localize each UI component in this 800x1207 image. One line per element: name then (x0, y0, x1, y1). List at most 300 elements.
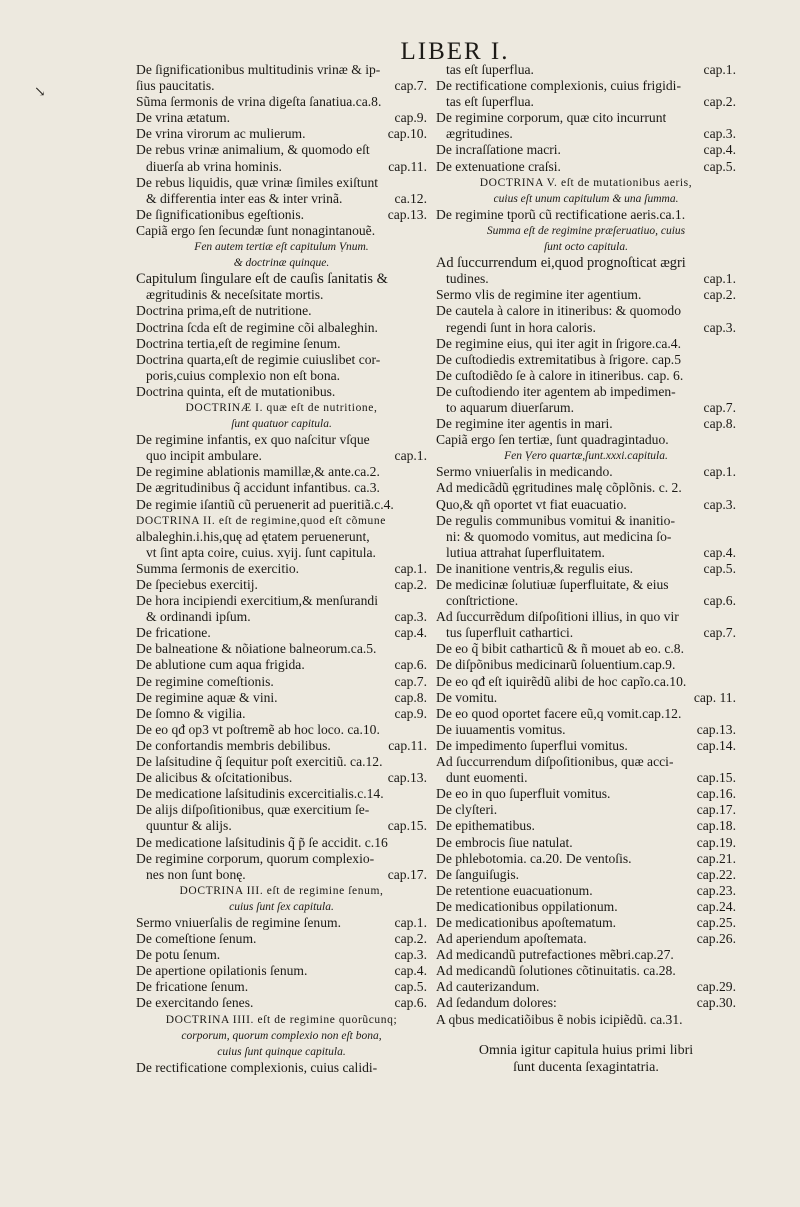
entry-text: De vrina ætatum. (136, 110, 231, 126)
entry-text: De iuuamentis vomitus. (436, 721, 566, 737)
index-entry (136, 802, 427, 818)
index-entry (136, 239, 427, 255)
index-entry (136, 400, 427, 416)
index-entry (136, 835, 427, 851)
index-entry (436, 464, 736, 480)
entry-text: De vrina virorum ac mulierum. (136, 126, 306, 142)
entry-text: De medicinæ ſolutiuæ ſuperfluitate, & eius (436, 577, 669, 592)
index-entry (136, 674, 427, 690)
entry-text: DOCTRINA II. eſt de regimine,quod eſt cõmune (136, 514, 386, 527)
index-entry (436, 529, 736, 545)
chapter-ref: cap.3. (703, 126, 736, 142)
entry-text: Fen autem tertiæ eſt capitulum Ṿnum. (194, 241, 369, 254)
entry-text: Ad medicandũ putrefactiones mẽbri.cap.27. (436, 947, 674, 963)
index-entry (436, 416, 736, 432)
entry-text: poris,cuius complexio non eſt bona. (146, 367, 341, 383)
chapter-ref: cap.7. (703, 625, 736, 641)
index-entry (436, 802, 736, 818)
entry-text: ſunt quatuor capitula. (231, 418, 332, 431)
index-entry (436, 239, 736, 255)
entry-text: De impedimento ſuperflui vomitus. (436, 737, 628, 753)
entry-text: De ablutione cum aqua frigida. (136, 657, 305, 673)
index-entry (136, 1060, 427, 1076)
index-entry (436, 191, 736, 207)
index-entry (436, 818, 736, 834)
index-entry (136, 1012, 427, 1028)
entry-text: De medicationibus apoſtematum. (436, 914, 617, 930)
chapter-ref: ca.12. (394, 190, 427, 206)
index-entry (436, 94, 736, 110)
chapter-ref: cap.4. (394, 963, 427, 979)
index-entry (436, 593, 736, 609)
chapter-ref: cap.15. (696, 770, 736, 786)
entry-text: albaleghin.i.his,quę ad ętatem peruenerunt, (136, 528, 370, 544)
index-entry (136, 480, 427, 496)
entry-text: Sũma ſermonis de vrina digeſta ſanatiua.ca.8. (136, 94, 382, 110)
chapter-ref: cap.1. (703, 464, 736, 480)
entry-text: De medicatione laſsitudinis excercitialis.c.14. (136, 786, 384, 802)
entry-text: De extenuatione craſsi. (436, 158, 561, 174)
entry-text: quo incipit ambulare. (146, 448, 262, 464)
chapter-ref: cap.1. (394, 448, 427, 464)
entry-text: ſius paucitatis. (136, 78, 215, 94)
chapter-ref: cap.1. (394, 560, 427, 576)
index-entry (136, 126, 427, 142)
entry-text: Ad medicandũ ſolutiones cõtinuitatis. ca.28. (436, 963, 676, 979)
index-entry (436, 899, 736, 915)
index-entry (136, 851, 427, 867)
entry-text: DOCTRINÆ I. quæ eſt de nutritione, (185, 401, 378, 414)
index-entry (436, 255, 736, 271)
index-entry (136, 577, 427, 593)
chapter-ref: cap.2. (394, 577, 427, 592)
entry-text: De comeſtione ſenum. (136, 931, 257, 947)
entry-text: De ſomno & vigilia. (136, 705, 246, 721)
entry-text: De inanitione ventris,& regulis eius. (436, 560, 634, 576)
closing-note (436, 1042, 736, 1076)
index-entry (436, 384, 736, 400)
chapter-ref: cap.16. (696, 786, 736, 802)
index-entry (436, 625, 736, 641)
chapter-ref: cap.7. (703, 399, 736, 415)
chapter-ref: cap.3. (703, 496, 736, 512)
chapter-ref: cap.9. (394, 705, 427, 721)
entry-text: Capiã ergo ſen ſecundæ ſunt nonagintanouẽ. (136, 222, 376, 238)
chapter-ref: cap.4. (703, 142, 736, 158)
chapter-ref: cap.21. (696, 850, 736, 866)
index-entry (136, 995, 427, 1011)
entry-text: De balneatione & nõiatione balneorum.ca.5. (136, 641, 377, 657)
index-entry (436, 142, 736, 158)
entry-text: De regimine comeſtionis. (136, 673, 274, 689)
index-entry (436, 947, 736, 963)
index-entry (436, 867, 736, 883)
chapter-ref: cap.15. (387, 818, 427, 834)
index-entry (136, 690, 427, 706)
index-entry (436, 609, 736, 625)
entry-text: Doctrina ſcda eſt de regimine cõi albaleghin. (136, 319, 378, 335)
index-entry (136, 271, 427, 287)
index-entry (436, 78, 736, 94)
index-entry (436, 738, 736, 754)
entry-text: Ad ſuccurrendum diſpoſitionibus, quæ acci- (436, 754, 674, 770)
index-entry (436, 513, 736, 529)
index-entry (136, 625, 427, 641)
index-entry (436, 175, 736, 191)
chapter-ref: cap.24. (696, 898, 736, 914)
entry-text: De regimine infantis, ex quo naſcitur vſque (136, 432, 370, 448)
index-entry (436, 62, 736, 78)
index-entry (136, 303, 427, 319)
chapter-ref: cap.22. (696, 866, 736, 882)
entry-text: tas eſt ſuperflua. (446, 62, 534, 77)
index-entry (436, 786, 736, 802)
index-entry (136, 593, 427, 609)
chapter-ref: cap.2. (703, 94, 736, 110)
entry-text: cuius ſunt quinque capitula. (217, 1045, 346, 1058)
index-entry (136, 110, 427, 126)
index-entry (436, 561, 736, 577)
entry-text: Quo,& qñ oportet vt fiat euacuatio. (436, 496, 627, 512)
entry-text: De diſpõnibus medicinarũ ſoluentium.cap.9. (436, 657, 676, 673)
index-entry (436, 320, 736, 336)
chapter-ref: cap.13. (387, 206, 427, 222)
index-entry (436, 641, 736, 657)
chapter-ref: cap.7. (394, 673, 427, 689)
right-column (436, 62, 736, 1076)
chapter-ref: cap.4. (394, 625, 427, 641)
entry-text: De alicibus & oſcitationibus. (136, 770, 293, 786)
entry-text: De fricatione. (136, 625, 211, 641)
index-entry (136, 336, 427, 352)
index-entry (136, 786, 427, 802)
index-entry (136, 722, 427, 738)
chapter-ref: cap.11. (388, 158, 427, 174)
index-entry (436, 368, 736, 384)
index-entry (136, 464, 427, 480)
entry-text: De vomitu. (436, 689, 498, 705)
chapter-ref: cap.2. (703, 287, 736, 303)
chapter-ref: cap.3. (394, 947, 427, 963)
chapter-ref: cap.8. (394, 689, 427, 705)
entry-text: De medicationibus oppilationum. (436, 898, 618, 914)
index-entry (436, 303, 736, 319)
entry-text: De cuſtodiẽdo ſe à calore in itineribus. cap. 6. (436, 367, 684, 383)
index-entry (436, 207, 736, 223)
entry-text: Doctrina tertia,eſt de regimine ſenum. (136, 335, 341, 351)
index-entry (136, 175, 427, 191)
entry-text: tas eſt ſuperflua. (446, 94, 534, 110)
index-entry (436, 754, 736, 770)
chapter-ref: cap.5. (703, 560, 736, 576)
entry-text: De exercitando ſenes. (136, 995, 254, 1011)
index-entry (436, 400, 736, 416)
entry-text: De regimie iſantiũ cũ peruenerit ad pueritiã.c.4. (136, 496, 394, 512)
chapter-ref: cap.26. (696, 931, 736, 947)
index-entry (136, 883, 427, 899)
right-column-entries (436, 62, 736, 1028)
entry-text: De regimine iter agentis in mari. (436, 416, 613, 432)
entry-text: tudines. (446, 271, 489, 287)
chapter-ref: cap.17. (387, 866, 427, 882)
entry-text: ægritudinis & neceſsitate mortis. (146, 287, 324, 303)
entry-text: Sermo vniuerſalis de regimine ſenum. (136, 914, 341, 930)
index-entry (436, 448, 736, 464)
entry-text: tus ſuperfluit cathartici. (446, 625, 574, 641)
entry-text: Ad ſuccurrẽdum diſpoſitioni illius, in quo vir (436, 609, 679, 625)
entry-text: Sermo vniuerſalis in medicando. (436, 464, 613, 480)
entry-text: diuerſa ab vrina hominis. (146, 158, 282, 174)
entry-text: De laſsitudine q̃ ſequitur poſt exercitiũ. ca.12. (136, 754, 383, 770)
entry-text: conſtrictione. (446, 593, 519, 609)
index-entry (436, 497, 736, 513)
index-entry (436, 915, 736, 931)
entry-text: Doctrina quinta, eſt de mutationibus. (136, 383, 336, 399)
chapter-ref: cap.5. (703, 158, 736, 174)
index-entry (436, 577, 736, 593)
index-entry (136, 448, 427, 464)
index-entry (436, 271, 736, 287)
chapter-ref: cap.7. (394, 78, 427, 94)
entry-text: De cuſtodiendo iter agentem ab impedimen- (436, 383, 676, 399)
entry-text: De cautela à calore in itineribus: & quomodo (436, 303, 681, 319)
index-entry (136, 770, 427, 786)
entry-text: DOCTRINA IIII. eſt de regimine quorũcunq; (165, 1013, 398, 1026)
index-entry (136, 94, 427, 110)
index-entry (136, 207, 427, 223)
chapter-ref: cap.23. (696, 882, 736, 898)
index-entry (136, 513, 427, 529)
index-entry (436, 223, 736, 239)
entry-text: De rectificatione complexionis, cuius calidi- (136, 1059, 378, 1075)
entry-text: nes non ſunt bonę. (146, 866, 246, 882)
entry-text: De eo quod oportet facere eũ,q vomit.cap.12. (436, 705, 682, 721)
index-entry (136, 320, 427, 336)
entry-text: De ſanguiſugis. (436, 866, 520, 882)
entry-text: corporum, quorum complexio non eſt bona, (181, 1029, 382, 1042)
entry-text: Sermo vlis de regimine iter agentium. (436, 287, 642, 303)
index-entry (136, 416, 427, 432)
index-entry (136, 62, 427, 78)
entry-text: ægritudines. (446, 126, 513, 142)
index-entry (436, 1012, 736, 1028)
entry-text: Ad medicãdũ ęgritudines malę cõplõnis. c. 2. (436, 480, 682, 496)
index-entry (436, 835, 736, 851)
index-entry (136, 529, 427, 545)
entry-text: De eo qđ eſt iquirẽdũ alibi de hoc capĩo.ca.10. (436, 673, 687, 689)
entry-text: Ad cauterizandum. (436, 979, 540, 995)
entry-text: De regimine ablationis mamillæ,& ante.ca.2. (136, 464, 380, 480)
entry-text: De rebus liquidis, quæ vrinæ ſimiles exiſtunt (136, 174, 379, 190)
entry-text: De eo q̃ bibit catharticũ & ñ mouet ab eo. c.8. (436, 641, 685, 657)
entry-text: Summa ſermonis de exercitio. (136, 560, 300, 576)
entry-text: De incraſſatione macri. (436, 142, 561, 158)
index-entry (136, 915, 427, 931)
index-entry (136, 545, 427, 561)
entry-text: De ſpeciebus exercitij. (136, 577, 258, 592)
entry-text: De medicatione laſsitudinis q̃ p̃ ſe accidit. c.16 (136, 834, 388, 850)
index-entry (136, 352, 427, 368)
entry-text: De rectificatione complexionis, cuius frigidi- (436, 78, 681, 94)
entry-text: Capiã ergo ſen tertiæ, ſunt quadragintaduo. (436, 432, 669, 448)
index-entry (136, 384, 427, 400)
page-header: LIBER I. (400, 38, 510, 65)
index-entry (136, 368, 427, 384)
entry-text: De rebus vrinæ animalium, & quomodo eſt (136, 142, 370, 158)
index-entry (436, 722, 736, 738)
entry-text: cuius eſt unum capitulum & una ſumma. (493, 192, 679, 205)
entry-text: De phlebotomia. ca.20. De ventoſis. (436, 850, 632, 866)
index-entry (136, 657, 427, 673)
entry-text: ni: & quomodo vomitus, aut medicina ſo- (446, 528, 672, 544)
chapter-ref: cap.2. (394, 931, 427, 947)
index-entry (436, 979, 736, 995)
index-entry (136, 754, 427, 770)
entry-text: De potu ſenum. (136, 947, 221, 963)
left-column (136, 62, 427, 1076)
index-entry (136, 738, 427, 754)
entry-text: regendi ſunt in hora caloris. (446, 319, 596, 335)
entry-text: DOCTRINA V. eſt de mutationibus aeris, (479, 176, 693, 189)
entry-text: De clyſteri. (436, 802, 498, 818)
chapter-ref: cap.6. (394, 995, 427, 1011)
entry-text: & ordinandi ipſum. (146, 609, 251, 625)
chapter-ref: cap.5. (394, 979, 427, 995)
chapter-ref: cap.3. (394, 609, 427, 625)
index-entry (436, 126, 736, 142)
entry-text: De ægritudinibus q̃ accidunt infantibus. ca.3. (136, 480, 380, 496)
chapter-ref: cap.13. (696, 721, 736, 737)
chapter-ref: cap.19. (696, 834, 736, 850)
entry-text: Ad aperiendum apoſtemata. (436, 931, 587, 947)
entry-text: Doctrina quarta,eſt de regimie cuiuslibet cor- (136, 351, 381, 367)
entry-text: & doctrinæ quinque. (233, 257, 330, 270)
entry-text: De cuſtodiedis extremitatibus à ſrigore. cap.5 (436, 351, 681, 367)
index-entry (136, 641, 427, 657)
entry-text: vt ſint apta coire, cuius. xṿij. ſunt capitula. (146, 544, 376, 560)
chapter-ref: cap.9. (394, 110, 427, 126)
margin-mark: ↘ (34, 85, 46, 100)
index-entry (136, 867, 427, 883)
chapter-ref: cap.10. (387, 126, 427, 142)
index-entry (436, 995, 736, 1011)
index-entry (436, 770, 736, 786)
index-entry (436, 657, 736, 673)
index-entry (436, 674, 736, 690)
index-entry (136, 1044, 427, 1060)
chapter-ref: cap.3. (703, 319, 736, 335)
entry-text: to aquarum diuerſarum. (446, 399, 574, 415)
entry-text: DOCTRINA III. eſt de regimine ſenum, (179, 884, 384, 897)
chapter-ref: cap.1. (703, 271, 736, 287)
chapter-ref: cap.6. (703, 593, 736, 609)
index-entry (136, 818, 427, 834)
entry-text: De regulis communibus vomitui & inanitio- (436, 512, 675, 528)
entry-text: cuius ſunt ſex capitula. (229, 900, 334, 913)
entry-text: quuntur & alijs. (146, 818, 232, 834)
index-entry (136, 963, 427, 979)
index-entry (136, 609, 427, 625)
entry-text: De eo in quo ſuperfluit vomitus. (436, 786, 611, 802)
chapter-ref: cap.1. (703, 62, 736, 77)
chapter-ref: cap.18. (696, 818, 736, 834)
index-entry (136, 979, 427, 995)
entry-text: Capitulum ſingulare eſt de cauſis ſanitatis & (136, 271, 388, 288)
index-entry (436, 706, 736, 722)
chapter-ref: cap.1. (394, 914, 427, 930)
entry-text: De confortandis membris debilibus. (136, 737, 331, 753)
entry-text: Summa eſt de regimine præſeruatiuo, cuius (486, 224, 686, 237)
chapter-ref: cap.13. (387, 770, 427, 786)
index-entry (136, 497, 427, 513)
entry-text: dunt euomenti. (446, 770, 528, 786)
chapter-ref: cap.6. (394, 657, 427, 673)
index-entry (136, 947, 427, 963)
index-entry (136, 142, 427, 158)
entry-text: De hora incipiendi exercitium,& menſurandi (136, 593, 378, 609)
chapter-ref: cap.14. (696, 737, 736, 753)
index-entry (136, 159, 427, 175)
entry-text: De embrocis ſiue natulat. (436, 834, 573, 850)
chapter-ref: cap.11. (388, 737, 427, 753)
chapter-ref: cap. 11. (693, 689, 736, 705)
index-entry (436, 336, 736, 352)
chapter-ref: cap.25. (696, 914, 736, 930)
entry-text: De regimine eius, qui iter agit in ſrigore.ca.4. (436, 335, 681, 351)
entry-text: Doctrina prima,eſt de nutritione. (136, 303, 312, 319)
index-entry (436, 287, 736, 303)
index-entry (436, 432, 736, 448)
index-entry (436, 110, 736, 126)
entry-text: De eo qđ op3 vt poſtremẽ ab hoc loco. ca.10. (136, 721, 380, 737)
index-entry (436, 931, 736, 947)
chapter-ref: cap.8. (703, 416, 736, 432)
index-entry (436, 883, 736, 899)
closing-line: ſunt ducenta ſexagintatria. (513, 1059, 659, 1075)
entry-text: De apertione opilationis ſenum. (136, 963, 308, 979)
entry-text: De regimine corporum, quorum complexio- (136, 850, 375, 866)
index-entry (436, 851, 736, 867)
index-entry (136, 78, 427, 94)
index-entry (136, 706, 427, 722)
chapter-ref: cap.29. (696, 979, 736, 995)
index-entry (136, 899, 427, 915)
entry-text: ſunt octo capitula. (543, 241, 628, 254)
entry-text: De ſignificationibus multitudinis vrinæ & ip- (136, 62, 381, 77)
chapter-ref: cap.4. (703, 544, 736, 560)
entry-text: Ad ſuccurrendum ei,quod prognoſticat ægri (436, 255, 686, 272)
closing-line: Omnia igitur capitula huius primi libri (478, 1042, 694, 1058)
entry-text: De fricatione ſenum. (136, 979, 249, 995)
index-entry (436, 963, 736, 979)
entry-text: lutiua attrahat ſuperfluitatem. (446, 544, 605, 560)
entry-text: De regimine aquæ & vini. (136, 689, 278, 705)
entry-text: & differentia inter eas & inter vrinã. (146, 190, 343, 206)
index-entry (436, 545, 736, 561)
entry-text: De retentione euacuationum. (436, 882, 593, 898)
chapter-ref: cap.17. (696, 802, 736, 818)
entry-text: De regimine corporum, quæ cito incurrunt (436, 110, 667, 126)
index-entry (136, 223, 427, 239)
index-entry (136, 561, 427, 577)
index-entry (136, 432, 427, 448)
index-entry (436, 352, 736, 368)
index-entry (436, 690, 736, 706)
index-entry (436, 480, 736, 496)
entry-text: A qbus medicatiõibus ẽ nobis icipiẽdũ. ca.31. (436, 1011, 683, 1027)
entry-text: De ſignificationibus egeſtionis. (136, 206, 305, 222)
entry-text: De epithematibus. (436, 818, 535, 834)
